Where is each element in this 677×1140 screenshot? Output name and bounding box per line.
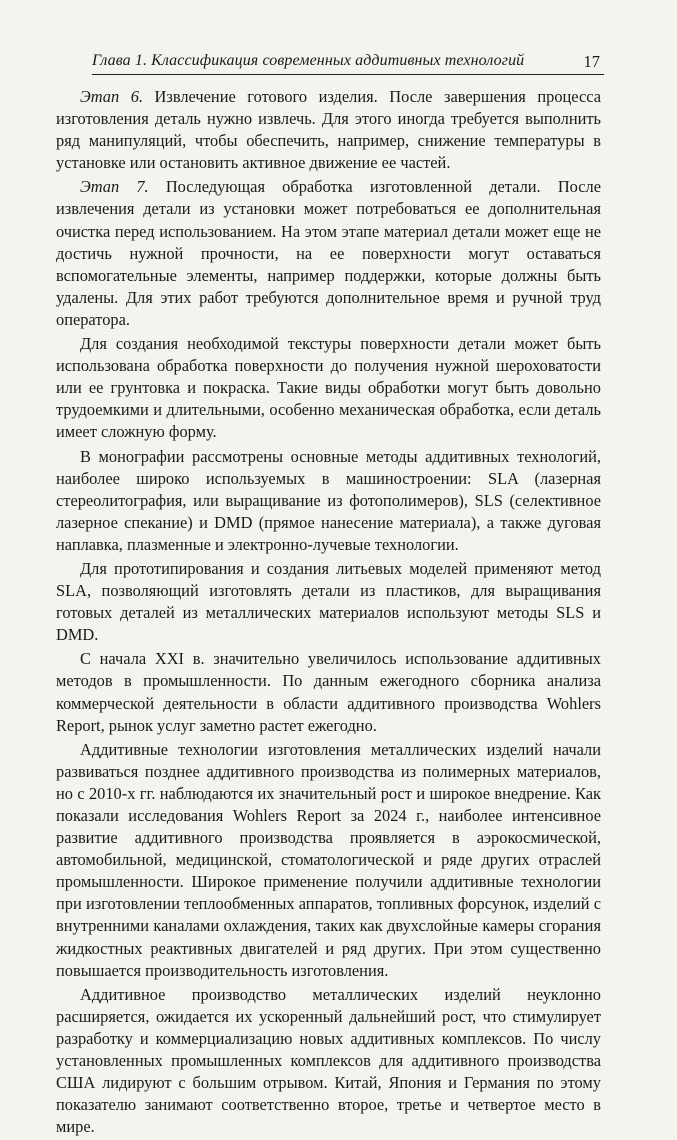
page-number: 17	[583, 52, 600, 71]
running-title: Глава 1. Классификация современных аддитивных технологий	[92, 52, 525, 69]
stage-label: Этап 6.	[80, 87, 143, 106]
paragraph: Этап 6. Извлечение готового изделия. После завершения процесса изготовления деталь нужно извлечь. Для этого иногда требуется выполнить ряд манипуляций, чтобы обеспечить, например, снижение температуры в установке или остановить активное движение ее частей.	[56, 87, 601, 173]
body-text	[56, 86, 601, 1140]
paragraph: Аддитивные технологии изготовления металлических изделий начали развиваться позднее аддитивного производства из полимерных материалов, но с 2010-х гг. наблюдаются их значительный рост и широкое внедрение. Как показали исследования Wohlers Report за 2024 г., наиболее интенсивное развитие аддитивного производства проявляется в аэрокосмической, автомобильной, медицинской, стоматологической и ряде других отраслей промышленности. Широкое применение получили аддитивные технологии при изготовлении теплообменных аппаратов, топливных форсунок, изделий с внутренними каналами охлаждения, таких как двухслойные камеры сгорания жидкостных реактивных двигателей и ряд других. При этом существенно повышается производительность изготовления.	[56, 739, 601, 980]
stage-label: Этап 7.	[80, 177, 149, 197]
paragraph: Для прототипирования и создания литьевых моделей применяют метод SLA, позволяющий изготовлять детали из пластиков, для выращивания готовых деталей из металлических материалов используют методы SLS и DMD.	[56, 558, 601, 645]
paragraph: Для создания необходимой текстуры поверхности детали может быть использована обработка поверхности до получения нужной шероховатости или ее грунтовка и покраска. Такие виды обработки могут быть довольно трудоемкими и длительными, особенно механическая обработка, если деталь имеет сложную форму.	[56, 334, 601, 442]
paragraph: Этап 7. Последующая обработка изготовленной детали. После извлечения детали из установки может потребоваться ее дополнительная очистка перед использованием. На этом этапе материал детали может еще не достичь нужной прочности, на ее поверхности могут оставаться вспомогательные элементы, например поддержки, которые должны быть удалены. Для этих работ требуются дополнительное время и ручной труд оператора.	[56, 177, 601, 329]
page-header	[92, 48, 604, 75]
paragraph: В монографии рассмотрены основные методы аддитивных технологий, наиболее широко используемых в машиностроении: SLA (лазерная стереолитография, или выращивание из фотополимеров), SLS (селективное лазерное спекание) и DMD (прямое нанесение материала), а также дуговая наплавка, плазменные и электронно-лучевые технологии.	[56, 446, 601, 554]
paragraph: Аддитивное производство металлических изделий неуклонно расширяется, ожидается их ускоренный дальнейший рост, что стимулирует разработку и коммерциализацию новых аддитивных комплексов. По числу установленных промышленных комплексов для аддитивного производства США лидируют с большим отрывом. Китай, Япония и Германия по этому показателю занимают соответственно второе, третье и четвертое место в мире.	[56, 984, 601, 1137]
paragraph: С начала XXI в. значительно увеличилось использование аддитивных методов в промышленности. По данным ежегодного сборника анализа коммерческой деятельности в области аддитивного производства Wohlers Report, рынок услуг заметно растет ежегодно.	[56, 649, 601, 735]
